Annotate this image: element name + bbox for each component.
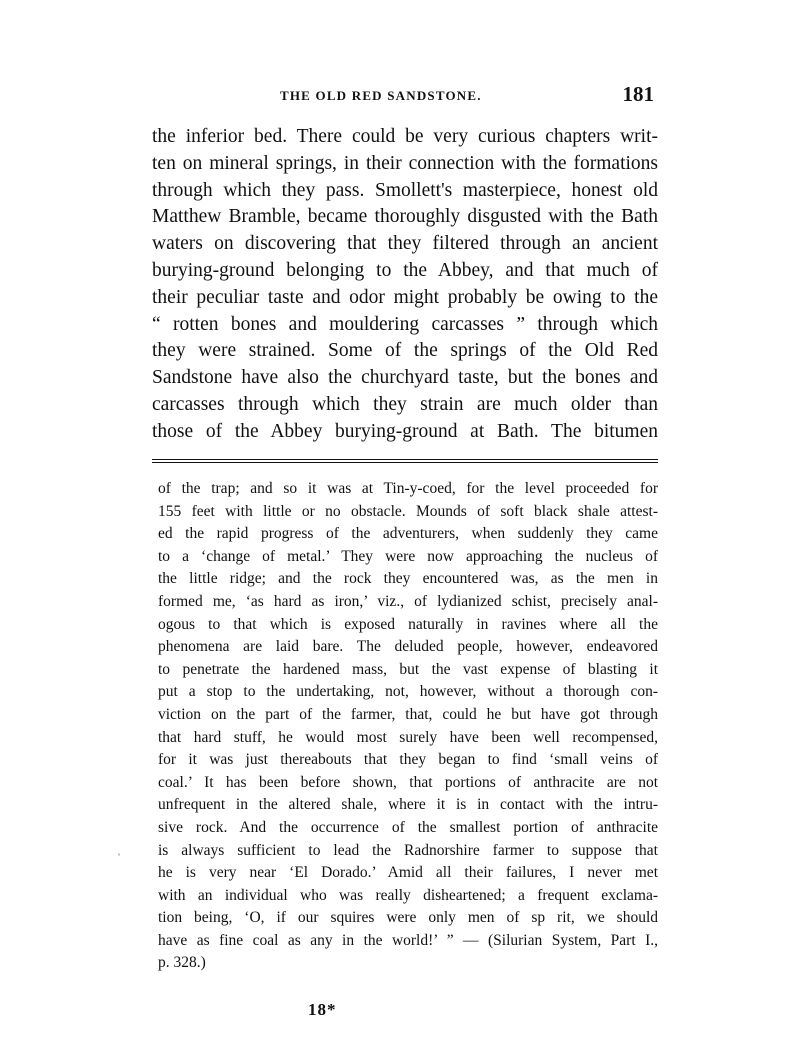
footnote-line: unfrequent in the altered shale, where it is in contact with the intru- [158, 796, 658, 814]
footnote-line: phenomena are laid bare. The deluded people, however, endeavored [158, 638, 658, 656]
body-line: burying-ground belonging to the Abbey, and that much of [152, 259, 658, 281]
footnote-line: have as fine coal as any in the world!’ ” — (Silurian System, Part I., [158, 931, 658, 949]
footnote-line: to penetrate the hardened mass, but the vast expense of blasting it [158, 660, 658, 678]
footnote-line: 155 feet with little or no obstacle. Mounds of soft black shale attest- [158, 502, 658, 520]
running-head [152, 82, 654, 110]
body-line: “ rotten bones and mouldering carcasses ” through which [152, 313, 658, 335]
body-line: ten on mineral springs, in their connection with the formations [152, 152, 658, 174]
footnote-line: put a stop to the undertaking, not, however, without a thorough con- [158, 683, 658, 701]
footnote-line: viction on the part of the farmer, that, could he but have got through [158, 705, 658, 723]
footnote-line: of the trap; and so it was at Tin-y-coed, for the level proceeded for [158, 480, 658, 497]
footnote-rule [152, 459, 658, 460]
footnote-line: is always sufficient to lead the Radnorshire farmer to suppose that [158, 841, 658, 859]
body-line: those of the Abbey burying-ground at Bath. The bitumen [152, 420, 658, 442]
footnote-line: the little ridge; and the rock they encountered was, as the men in [158, 570, 658, 588]
footnote-line: coal.’ It has been before shown, that portions of anthracite are not [158, 773, 658, 791]
footnote [158, 478, 658, 975]
page-number: 181 [622, 82, 654, 106]
body-line: their peculiar taste and odor might probably be owing to the [152, 286, 658, 308]
footnote-line: that hard stuff, he would most surely have been well recompensed, [158, 728, 658, 746]
footnote-line: to a ‘change of metal.’ They were now approaching the nucleus of [158, 547, 658, 565]
footnote-line: p. 328.) [158, 954, 206, 972]
body-line: the inferior bed. There could be very curious chapters writ- [152, 126, 658, 147]
running-title: THE OLD RED SANDSTONE. [280, 88, 482, 103]
body-line: through which they pass. Smollett's masterpiece, honest old [152, 179, 658, 201]
footnote-line: ed the rapid progress of the adventurers, when suddenly they came [158, 525, 658, 543]
footnote-line: sive rock. And the occurrence of the smallest portion of anthracite [158, 818, 658, 836]
footnote-line: for it was just thereabouts that they began to find ‘small veins of [158, 751, 658, 769]
footnote-line: he is very near ‘El Dorado.’ Amid all their failures, I never met [158, 864, 658, 882]
body-text [152, 124, 658, 446]
body-line: Sandstone have also the churchyard taste, but the bones and [152, 367, 658, 389]
margin-mark: ˌ [117, 842, 121, 856]
body-line: carcasses through which they strain are much older than [152, 393, 658, 415]
footnote-line: formed me, ‘as hard as iron,’ viz., of lydianized schist, precisely anal- [158, 592, 658, 610]
body-line: they were strained. Some of the springs of the Old Red [152, 340, 658, 362]
footnote-line: ogous to that which is exposed naturally in ravines where all the [158, 615, 658, 633]
footnote-line: with an individual who was really disheartened; a frequent exclama- [158, 886, 658, 904]
body-line: Matthew Bramble, became thoroughly disgusted with the Bath [152, 206, 658, 228]
signature-mark: 18* [308, 1000, 337, 1019]
footnote-line: tion being, ‘O, if our squires were only men of sp rit, we should [158, 909, 658, 927]
body-line: waters on discovering that they filtered through an ancient [152, 233, 658, 255]
